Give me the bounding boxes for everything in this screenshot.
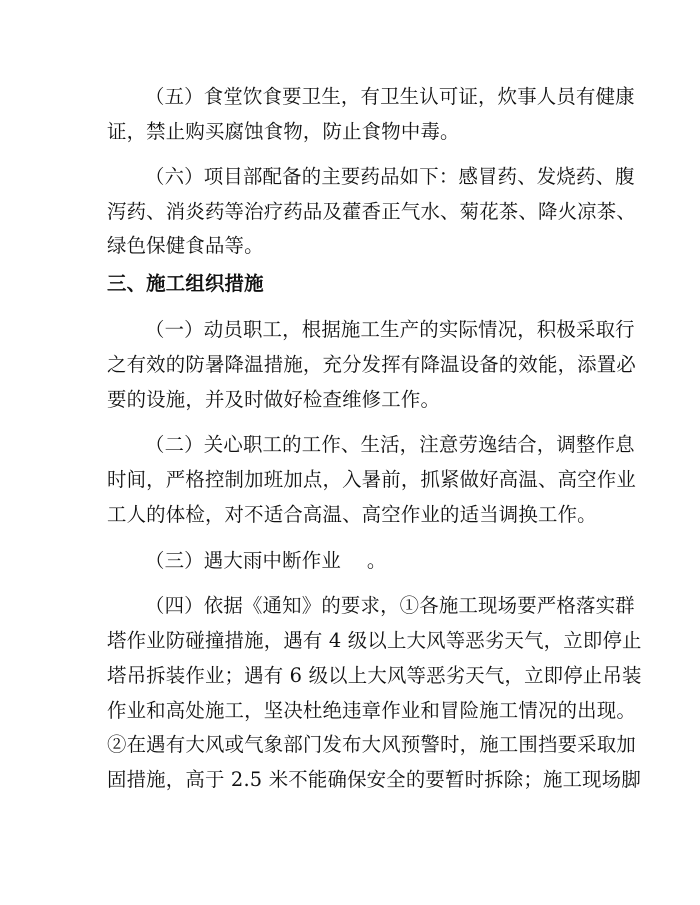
paragraph-6-line-1: （六）项目部配备的主要药品如下：感冒药、发烧药、腹 (145, 165, 635, 188)
paragraph-4-line-4: 作业和高处施工，坚决杜绝违章作业和冒险施工情况的出现。 (107, 699, 636, 722)
paragraph-5-line-1: （五）食堂饮食要卫生，有卫生认可证，炊事人员有健康 (145, 85, 635, 108)
paragraph-4-line-3: 塔吊拆装作业；遇有 6 级以上大风等恶劣天气，立即停止吊装 (107, 664, 642, 687)
paragraph-4-line-5: ②在遇有大风或气象部门发布大风预警时，施工围挡要采取加 (107, 733, 636, 756)
paragraph-6-line-2: 泻药、消炎药等治疗药品及藿香正气水、菊花茶、降火凉茶、 (107, 200, 636, 223)
paragraph-4-line-2: 塔作业防碰撞措施，遇有 4 级以上大风等恶劣天气，立即停止 (107, 629, 642, 652)
paragraph-1-line-1: （一）动员职工，根据施工生产的实际情况，积极采取行 (145, 318, 635, 341)
paragraph-4-line-1: （四）依据《通知》的要求，①各施工现场要严格落实群 (145, 594, 635, 617)
paragraph-2-line-3: 工人的体检，对不适合高温、高空作业的适当调换工作。 (107, 503, 597, 526)
paragraph-1-line-3: 要的设施，并及时做好检查维修工作。 (107, 388, 441, 411)
paragraph-2-line-2: 时间，严格控制加班加点，入暑前，抓紧做好高温、高空作业 (107, 468, 636, 491)
paragraph-3-line-1: （三）遇大雨中断作业 。 (145, 549, 387, 572)
paragraph-2-line-1: （二）关心职工的工作、生活，注意劳逸结合，调整作息 (145, 433, 635, 456)
paragraph-4-line-6: 固措施，高于 2.5 米不能确保安全的要暂时拆除；施工现场脚 (107, 768, 641, 791)
paragraph-5-line-2: 证，禁止购买腐蚀食物，防止食物中毒。 (107, 120, 460, 143)
paragraph-6-line-3: 绿色保健食品等。 (107, 234, 264, 257)
paragraph-1-line-2: 之有效的防暑降温措施，充分发挥有降温设备的效能，添置必 (107, 353, 636, 376)
section-heading: 三、施工组织措施 (107, 272, 264, 295)
